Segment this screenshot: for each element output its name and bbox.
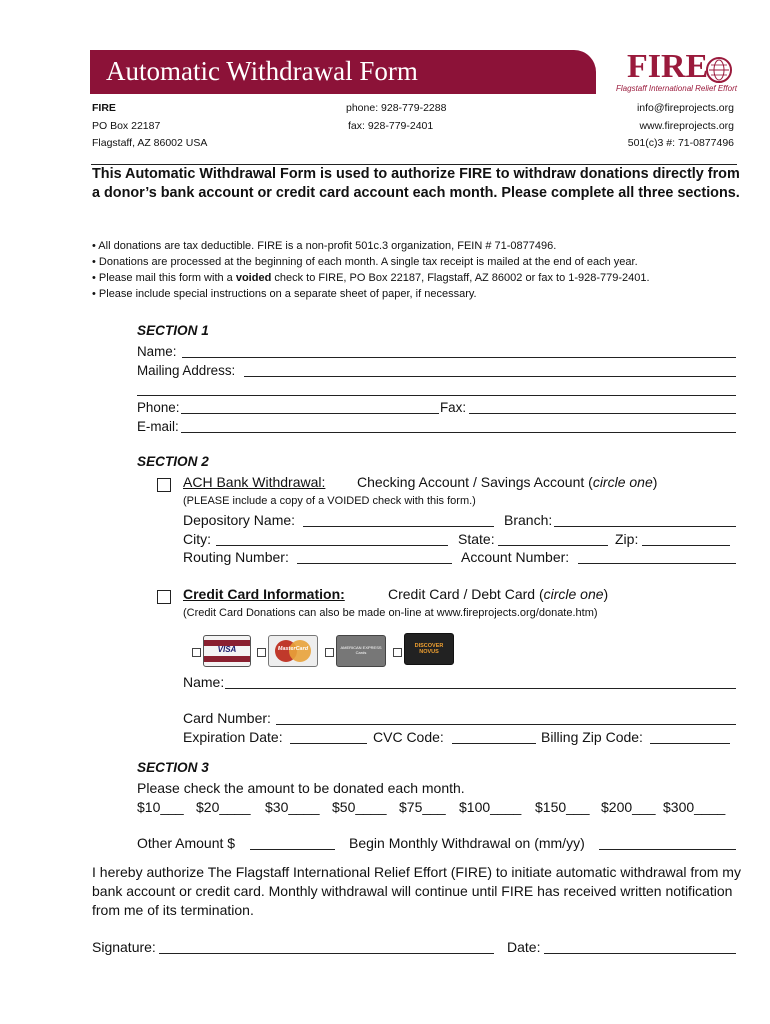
city-field[interactable] <box>216 545 448 546</box>
billing-zip-field[interactable] <box>650 743 730 744</box>
po-box: PO Box 22187 <box>92 120 161 132</box>
cc-name-field[interactable] <box>225 688 736 689</box>
bullet-mail-voided: voided <box>235 272 272 284</box>
phone-field[interactable] <box>181 413 439 414</box>
bullet-tax: • All donations are tax deductible. FIRE is a non-profit 501c.3 organization, FEIN # 71-0877496. <box>92 240 557 252</box>
intro-lead: This Automatic Withdrawal Form is used to authorize FIRE to withdraw donations directly from a donor’s bank account or credit card account each month. Please complete all three sections. <box>92 166 740 201</box>
begin-label: Begin Monthly Withdrawal on (mm/yy) <box>349 835 585 851</box>
ach-label <box>183 473 325 491</box>
mastercard-card-logo <box>268 635 318 667</box>
phone-label: Phone: <box>137 400 180 415</box>
city-line: Flagstaff, AZ 86002 USA <box>92 137 208 149</box>
tax-id: 501(c)3 #: 71-0877496 <box>627 137 734 149</box>
card-number-field[interactable] <box>276 724 736 725</box>
ach-options <box>357 473 657 491</box>
begin-field[interactable] <box>599 849 736 850</box>
amount-30[interactable]: $30____ <box>265 799 320 815</box>
fax-label: Fax: <box>440 400 467 415</box>
amount-instruction: Please check the amount to be donated each month. <box>137 780 465 796</box>
cvc-label: CVC Code: <box>373 729 444 745</box>
amount-20[interactable]: $20____ <box>196 799 251 815</box>
routing-field[interactable] <box>297 563 452 564</box>
fire-logo: FIRE <box>627 48 709 85</box>
visa-card-logo <box>203 635 251 667</box>
amount-300[interactable]: $300____ <box>663 799 726 815</box>
signature-field[interactable] <box>159 953 494 954</box>
globe-icon <box>706 57 732 83</box>
page-title: Automatic Withdrawal Form <box>106 56 418 86</box>
address-label: Mailing Address: <box>137 363 236 378</box>
discover-text: DISCOVER NOVUS <box>414 643 444 655</box>
fax: fax: 928-779-2401 <box>348 120 434 132</box>
cc-options <box>388 585 608 603</box>
authorization-text: I hereby authorize The Flagstaff International Relief Effort (FIRE) to initiate automatic withdrawal from my bank account or credit card. Monthly withdrawal will continue until FIRE has received written notification from me of its termination. <box>92 864 741 918</box>
mastercard-text: MasterCard <box>277 646 309 652</box>
mastercard-checkbox[interactable] <box>257 648 266 657</box>
other-amount-label: Other Amount $ <box>137 835 236 851</box>
billing-zip-label: Billing Zip Code: <box>541 729 643 745</box>
name-field[interactable] <box>182 357 736 358</box>
amount-10[interactable]: $10___ <box>137 799 184 815</box>
org-name: FIRE <box>92 102 116 114</box>
date-label: Date: <box>507 939 541 955</box>
amex-text: AMERICAN EXPRESS Cards <box>340 645 382 655</box>
bullet-mail <box>92 270 650 286</box>
amount-200[interactable]: $200___ <box>601 799 656 815</box>
discover-card-logo <box>404 633 454 665</box>
cc-options-text: Credit Card / Debt Card ( <box>388 586 544 602</box>
depository-field[interactable] <box>303 526 494 527</box>
fax-field[interactable] <box>469 413 736 414</box>
ach-label-text: ACH Bank Withdrawal: <box>183 474 326 490</box>
amount-75[interactable]: $75___ <box>399 799 446 815</box>
cc-name-label: Name: <box>183 674 225 690</box>
discover-checkbox[interactable] <box>393 648 402 657</box>
ach-options-text: Checking Account / Savings Account ( <box>357 474 593 490</box>
amex-checkbox[interactable] <box>325 648 334 657</box>
amount-50[interactable]: $50____ <box>332 799 387 815</box>
account-field[interactable] <box>578 563 736 564</box>
ach-close-paren: ) <box>652 474 658 490</box>
cc-label <box>183 585 345 603</box>
card-number-label: Card Number: <box>183 710 271 726</box>
expiration-label: Expiration Date: <box>183 729 283 745</box>
amex-card-logo <box>336 635 386 667</box>
logo-subtitle: Flagstaff International Relief Effort <box>616 84 737 93</box>
branch-field[interactable] <box>554 526 736 527</box>
bullet-mail-a: • Please mail this form with a <box>92 272 236 284</box>
state-field[interactable] <box>498 545 608 546</box>
bullet-mail-c: check to FIRE, PO Box 22187, Flagstaff, AZ 86002 or fax to 1-928-779-2401. <box>271 272 650 284</box>
cc-note: (Credit Card Donations can also be made on-line at www.fireprojects.org/donate.htm) <box>183 607 598 619</box>
address-field[interactable] <box>244 376 736 377</box>
cc-label-text: Credit Card Information: <box>183 586 345 602</box>
cvc-field[interactable] <box>452 743 536 744</box>
bullet-processing: • Donations are processed at the beginning of each month. A single tax receipt is mailed at the end of each year. <box>92 256 638 268</box>
other-amount-field[interactable] <box>250 849 335 850</box>
bullet-instructions: • Please include special instructions on a separate sheet of paper, if necessary. <box>92 288 477 300</box>
ach-checkbox[interactable] <box>157 478 171 492</box>
routing-label: Routing Number: <box>183 549 289 565</box>
zip-label: Zip: <box>615 531 639 547</box>
date-field[interactable] <box>544 953 736 954</box>
ach-circle-one: circle one <box>592 474 653 490</box>
city-label: City: <box>183 531 211 547</box>
signature-label: Signature: <box>92 939 156 955</box>
state-label: State: <box>458 531 495 547</box>
name-label: Name: <box>137 344 177 359</box>
email: info@fireprojects.org <box>636 102 734 114</box>
zip-field[interactable] <box>642 545 730 546</box>
amount-150[interactable]: $150___ <box>535 799 590 815</box>
cc-close-paren: ) <box>603 586 609 602</box>
section1-heading: SECTION 1 <box>137 323 209 338</box>
credit-card-checkbox[interactable] <box>157 590 171 604</box>
expiration-field[interactable] <box>290 743 367 744</box>
section3-heading: SECTION 3 <box>137 760 209 775</box>
branch-label: Branch: <box>504 512 553 528</box>
amount-100[interactable]: $100____ <box>459 799 522 815</box>
ach-note: (PLEASE include a copy of a VOIDED check with this form.) <box>183 495 476 507</box>
address-field-line2[interactable] <box>137 395 736 396</box>
visa-text: VISA <box>217 645 237 654</box>
visa-checkbox[interactable] <box>192 648 201 657</box>
email-field[interactable] <box>181 432 736 433</box>
website: www.fireprojects.org <box>639 120 734 132</box>
bullet-list <box>92 238 650 302</box>
phone: phone: 928-779-2288 <box>346 102 447 114</box>
email-label: E-mail: <box>137 419 179 434</box>
account-label: Account Number: <box>461 549 570 565</box>
cc-circle-one: circle one <box>543 586 604 602</box>
depository-label: Depository Name: <box>183 512 296 528</box>
section2-heading: SECTION 2 <box>137 454 209 469</box>
